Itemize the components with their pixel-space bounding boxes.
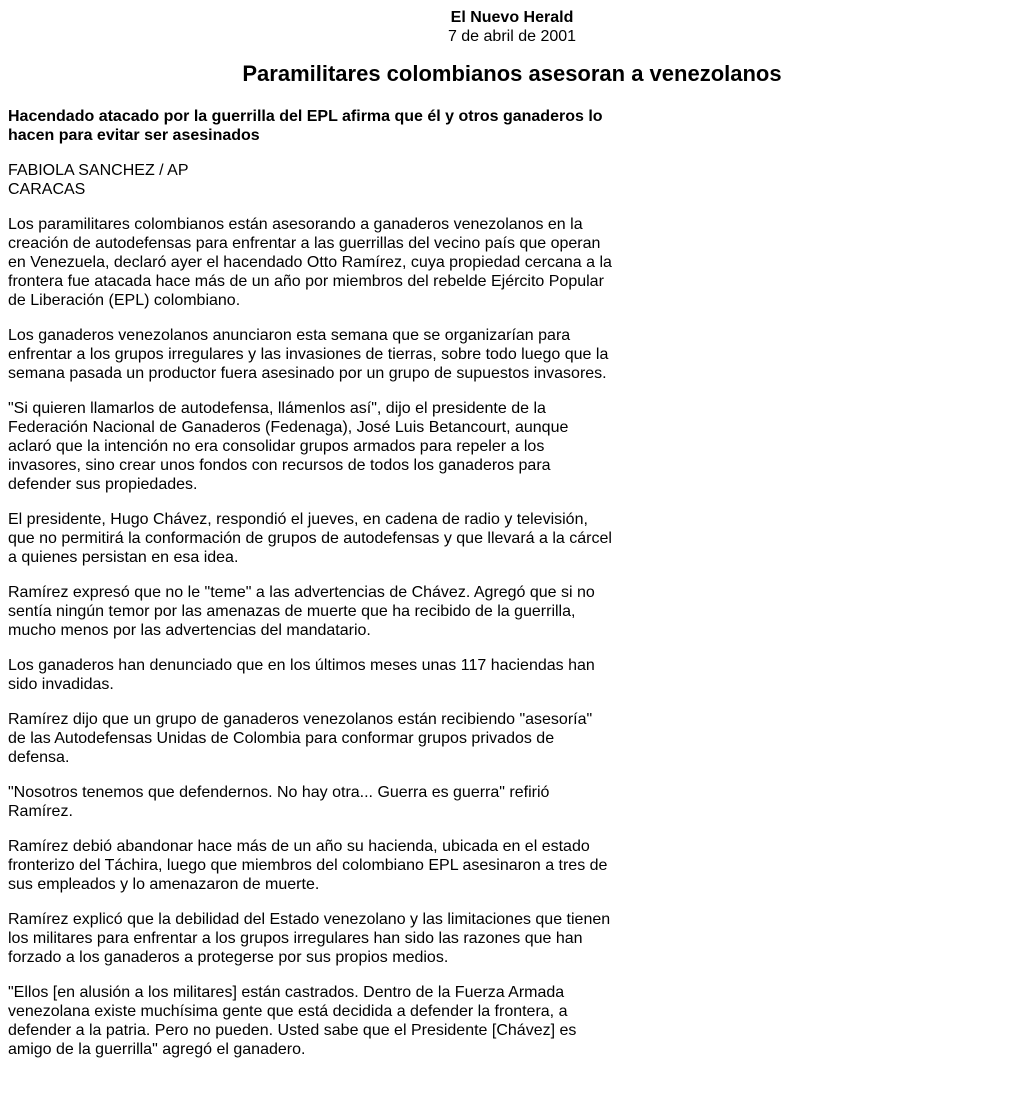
byline-author: FABIOLA SANCHEZ / AP — [8, 162, 189, 179]
article-subheadline: Hacendado atacado por la guerrilla del EPL afirma que él y otros ganaderos lo hacen para evitar ser asesinados — [8, 108, 603, 144]
article-paragraph: Ramírez explicó que la debilidad del Estado venezolano y las limitaciones que tienen los militares para enfrentar a los grupos irregulares han sido las razones que han forzado a los ganaderos a protegerse por sus propios medios. — [8, 911, 611, 966]
article-paragraph: "Nosotros tenemos que defendernos. No hay otra... Guerra es guerra" refirió Ramírez. — [8, 784, 550, 820]
article-body — [8, 107, 614, 1059]
article-paragraph: Ramírez expresó que no le "teme" a las advertencias de Chávez. Agregó que si no sentía ningún temor por las amenazas de muerte que ha recibido de la guerrilla, mucho menos por las advertencias del mandatario. — [8, 584, 595, 639]
article-headline: Paramilitares colombianos asesoran a venezolanos — [242, 61, 782, 86]
article-paragraph: Ramírez debió abandonar hace más de un año su hacienda, ubicada en el estado fronterizo del Táchira, luego que miembros del colombiano EPL asesinaron a tres de sus empleados y lo amenazaron de muerte. — [8, 838, 608, 893]
byline — [8, 161, 614, 199]
masthead — [8, 8, 1016, 46]
byline-location: CARACAS — [8, 181, 86, 198]
article-paragraph: Los paramilitares colombianos están asesorando a ganaderos venezolanos en la creación de autodefensas para enfrentar a las guerrillas del vecino país que operan en Venezuela, declaró ayer el hacendado Otto Ramírez, cuya propiedad cercana a la frontera fue atacada hace más de un año por miembros del rebelde Ejército Popular de Liberación (EPL) colombiano. — [8, 216, 612, 309]
article-paragraph: El presidente, Hugo Chávez, respondió el jueves, en cadena de radio y televisión, que no permitirá la conformación de grupos de autodefensas y que llevará a la cárcel a quienes persistan en esa idea. — [8, 511, 612, 566]
article-paragraph: "Ellos [en alusión a los militares] están castrados. Dentro de la Fuerza Armada venezolana existe muchísima gente que está decidida a defender la frontera, a defender a la patria. Pero no pueden. Usted sabe que el Presidente [Chávez] es amigo de la guerrilla" agregó el ganadero. — [8, 984, 577, 1058]
article-paragraph: Los ganaderos venezolanos anunciaron esta semana que se organizarían para enfrentar a los grupos irregulares y las invasiones de tierras, sobre todo luego que la semana pasada un productor fuera asesinado por un grupo de supuestos invasores. — [8, 327, 609, 382]
masthead-publication: El Nuevo Herald — [450, 9, 574, 26]
article-paragraph: Ramírez dijo que un grupo de ganaderos venezolanos están recibiendo "asesoría" de las Autodefensas Unidas de Colombia para conformar grupos privados de defensa. — [8, 711, 593, 766]
masthead-date: 7 de abril de 2001 — [447, 28, 577, 45]
article-paragraph: Los ganaderos han denunciado que en los últimos meses unas 117 haciendas han sido invadidas. — [8, 657, 595, 693]
article-paragraph: "Si quieren llamarlos de autodefensa, llámenlos así", dijo el presidente de la Federación Nacional de Ganaderos (Fedenaga), José Luis Betancourt, aunque aclaró que la intención no era consolidar grupos armados para repeler a los invasores, sino crear unos fondos con recursos de todos los ganaderos para defender sus propiedades. — [8, 400, 569, 493]
